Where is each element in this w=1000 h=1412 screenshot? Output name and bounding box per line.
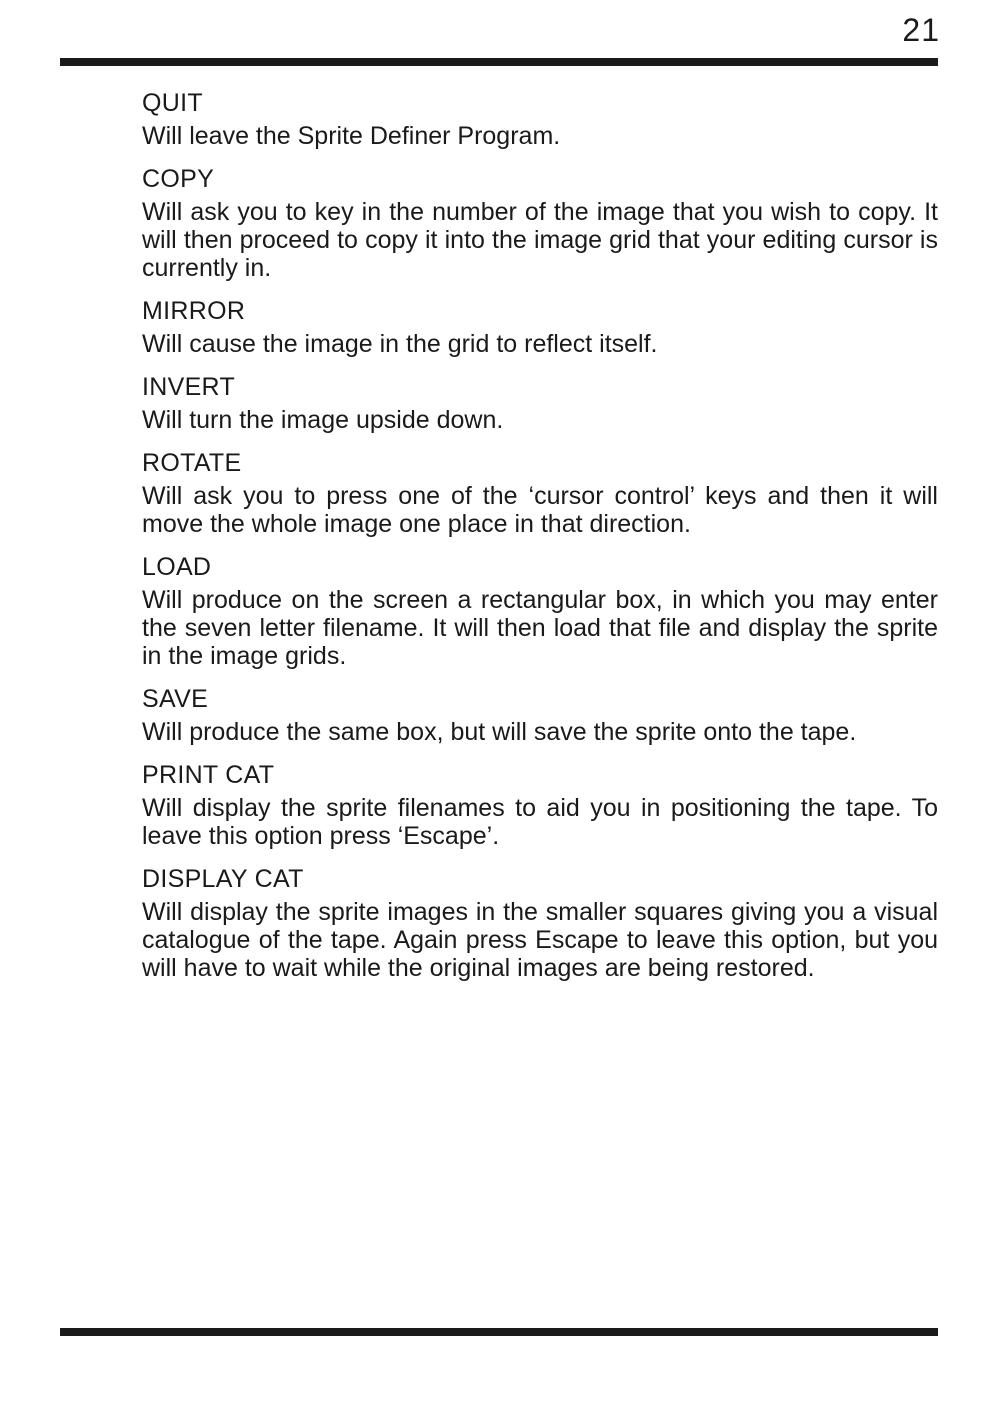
entry-display-cat: [142, 862, 938, 982]
entry-description: Will leave the Sprite Definer Program.: [142, 122, 561, 150]
entry-invert: [142, 370, 938, 434]
menu-option-list: [142, 86, 938, 994]
entry-title: QUIT: [142, 89, 203, 117]
entry-title: DISPLAY CAT: [142, 865, 304, 893]
entry-load: [142, 550, 938, 670]
entry-copy: [142, 162, 938, 282]
entry-description: Will display the sprite images in the smaller squares giving you a visual catalogue of the tape. Again press Escape to leave this option, but you will have to wait while the original images are being restored.: [142, 898, 938, 982]
bottom-rule: [60, 1328, 938, 1336]
entry-quit: [142, 86, 938, 150]
top-rule: [60, 58, 938, 66]
entry-title: MIRROR: [142, 297, 246, 325]
entry-title: PRINT CAT: [142, 761, 275, 789]
entry-title: LOAD: [142, 553, 212, 581]
entry-description: Will ask you to key in the number of the image that you wish to copy. It will then proceed to copy it into the image grid that your editing cursor is currently in.: [142, 198, 938, 282]
entry-title: COPY: [142, 165, 215, 193]
entry-description: Will cause the image in the grid to reflect itself.: [142, 330, 658, 358]
entry-print-cat: [142, 758, 938, 850]
page-number: 21: [902, 12, 940, 48]
entry-title: SAVE: [142, 685, 209, 713]
entry-description: Will produce the same box, but will save the sprite onto the tape.: [142, 718, 857, 746]
entry-description: Will turn the image upside down.: [142, 406, 504, 434]
entry-rotate: [142, 446, 938, 538]
entry-mirror: [142, 294, 938, 358]
entry-description: Will display the sprite filenames to aid you in positioning the tape. To leave this option press ‘Escape’.: [142, 794, 938, 850]
entry-save: [142, 682, 938, 746]
entry-title: ROTATE: [142, 449, 242, 477]
entry-description: Will ask you to press one of the ‘cursor control’ keys and then it will move the whole image one place in that direction.: [142, 482, 938, 538]
entry-title: INVERT: [142, 373, 236, 401]
entry-description: Will produce on the screen a rectangular box, in which you may enter the seven letter filename. It will then load that file and display the sprite in the image grids.: [142, 586, 938, 670]
